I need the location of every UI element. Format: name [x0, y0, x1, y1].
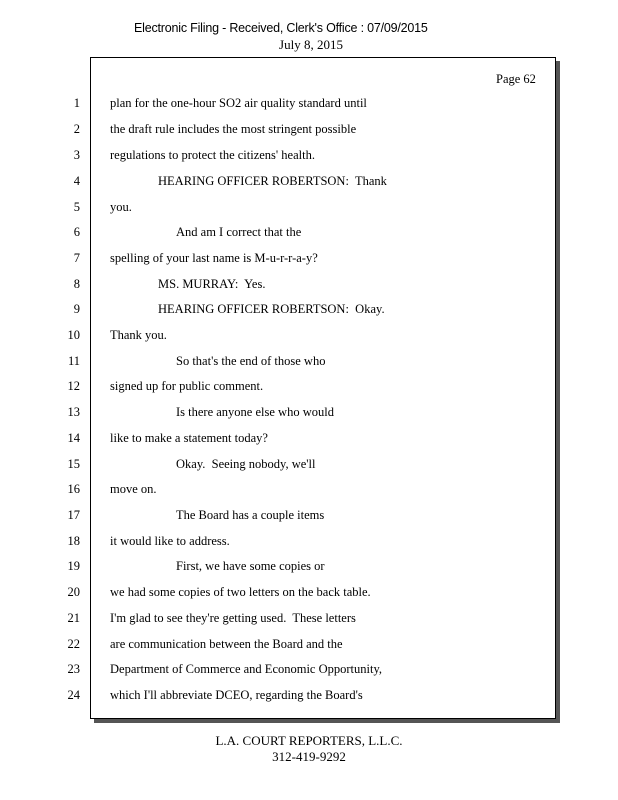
transcript-line [0, 276, 618, 292]
transcript-line [0, 95, 618, 111]
line-number: 2 [73, 122, 80, 136]
transcript-line [0, 610, 618, 626]
line-number: 1 [73, 96, 80, 110]
line-number: 18 [67, 534, 80, 548]
transcript-line [0, 507, 618, 523]
transcript-line [0, 250, 618, 266]
line-text: which I'll abbreviate DCEO, regarding the Board's [110, 688, 363, 702]
line-text: we had some copies of two letters on the back table. [110, 585, 371, 599]
line-number: 24 [67, 688, 80, 702]
transcript-line [0, 661, 618, 677]
transcript-line [0, 327, 618, 343]
transcript-line [0, 173, 618, 189]
transcript-line [0, 199, 618, 215]
transcript-line [0, 636, 618, 652]
line-text: HEARING OFFICER ROBERTSON: Thank [158, 174, 387, 188]
line-text: Okay. Seeing nobody, we'll [176, 457, 316, 471]
line-text: regulations to protect the citizens' health. [110, 148, 315, 162]
line-text: Department of Commerce and Economic Opportunity, [110, 662, 383, 676]
transcript-line [0, 224, 618, 240]
line-text: I'm glad to see they're getting used. These letters [110, 611, 356, 625]
line-number: 16 [67, 482, 80, 496]
header-date: July 8, 2015 [279, 37, 343, 52]
line-number: 12 [67, 379, 80, 393]
transcript-line [0, 404, 618, 420]
line-number: 8 [73, 277, 80, 291]
line-text: MS. MURRAY: Yes. [158, 277, 266, 291]
line-text: Is there anyone else who would [176, 405, 334, 419]
transcript-line [0, 481, 618, 497]
line-number: 23 [67, 662, 80, 676]
line-text: like to make a statement today? [110, 431, 268, 445]
line-number: 22 [67, 637, 80, 651]
line-number: 7 [73, 251, 80, 265]
transcript-line [0, 353, 618, 369]
line-number: 14 [67, 431, 80, 445]
line-number: 11 [67, 354, 80, 368]
line-number: 6 [73, 225, 80, 239]
line-text: move on. [110, 482, 157, 496]
transcript-line [0, 687, 618, 703]
line-number: 17 [67, 508, 80, 522]
line-number: 20 [67, 585, 80, 599]
transcript-line [0, 121, 618, 137]
line-number: 10 [67, 328, 80, 342]
transcript-line [0, 147, 618, 163]
line-number: 3 [73, 148, 80, 162]
line-text: And am I correct that the [176, 225, 302, 239]
line-number: 15 [67, 457, 80, 471]
line-text: you. [110, 200, 132, 214]
line-number: 21 [67, 611, 80, 625]
transcript-line [0, 430, 618, 446]
line-text: signed up for public comment. [110, 379, 264, 393]
line-number: 9 [73, 302, 80, 316]
transcript-line [0, 533, 618, 549]
footer-phone: 312-419-9292 [272, 749, 346, 764]
line-text: it would like to address. [110, 534, 230, 548]
line-text: plan for the one-hour SO2 air quality standard until [110, 96, 367, 110]
footer-company: L.A. COURT REPORTERS, L.L.C. [215, 733, 403, 748]
transcript-line [0, 378, 618, 394]
line-text: Thank you. [110, 328, 167, 342]
page-number: Page 62 [496, 72, 536, 86]
transcript-line [0, 456, 618, 472]
line-text: The Board has a couple items [176, 508, 325, 522]
line-text: HEARING OFFICER ROBERTSON: Okay. [158, 302, 385, 316]
transcript-line [0, 558, 618, 574]
line-text: So that's the end of those who [176, 354, 326, 368]
filing-stamp: Electronic Filing - Received, Clerk's Office : 07/09/2015 [134, 21, 428, 35]
line-number: 19 [67, 559, 80, 573]
line-number: 5 [73, 200, 80, 214]
line-text: are communication between the Board and the [110, 637, 343, 651]
transcript-line [0, 584, 618, 600]
transcript-line [0, 301, 618, 317]
line-number: 4 [73, 174, 80, 188]
line-text: First, we have some copies or [176, 559, 325, 573]
line-text: the draft rule includes the most stringent possible [110, 122, 357, 136]
line-number: 13 [67, 405, 80, 419]
line-text: spelling of your last name is M-u-r-r-a-y? [110, 251, 318, 265]
